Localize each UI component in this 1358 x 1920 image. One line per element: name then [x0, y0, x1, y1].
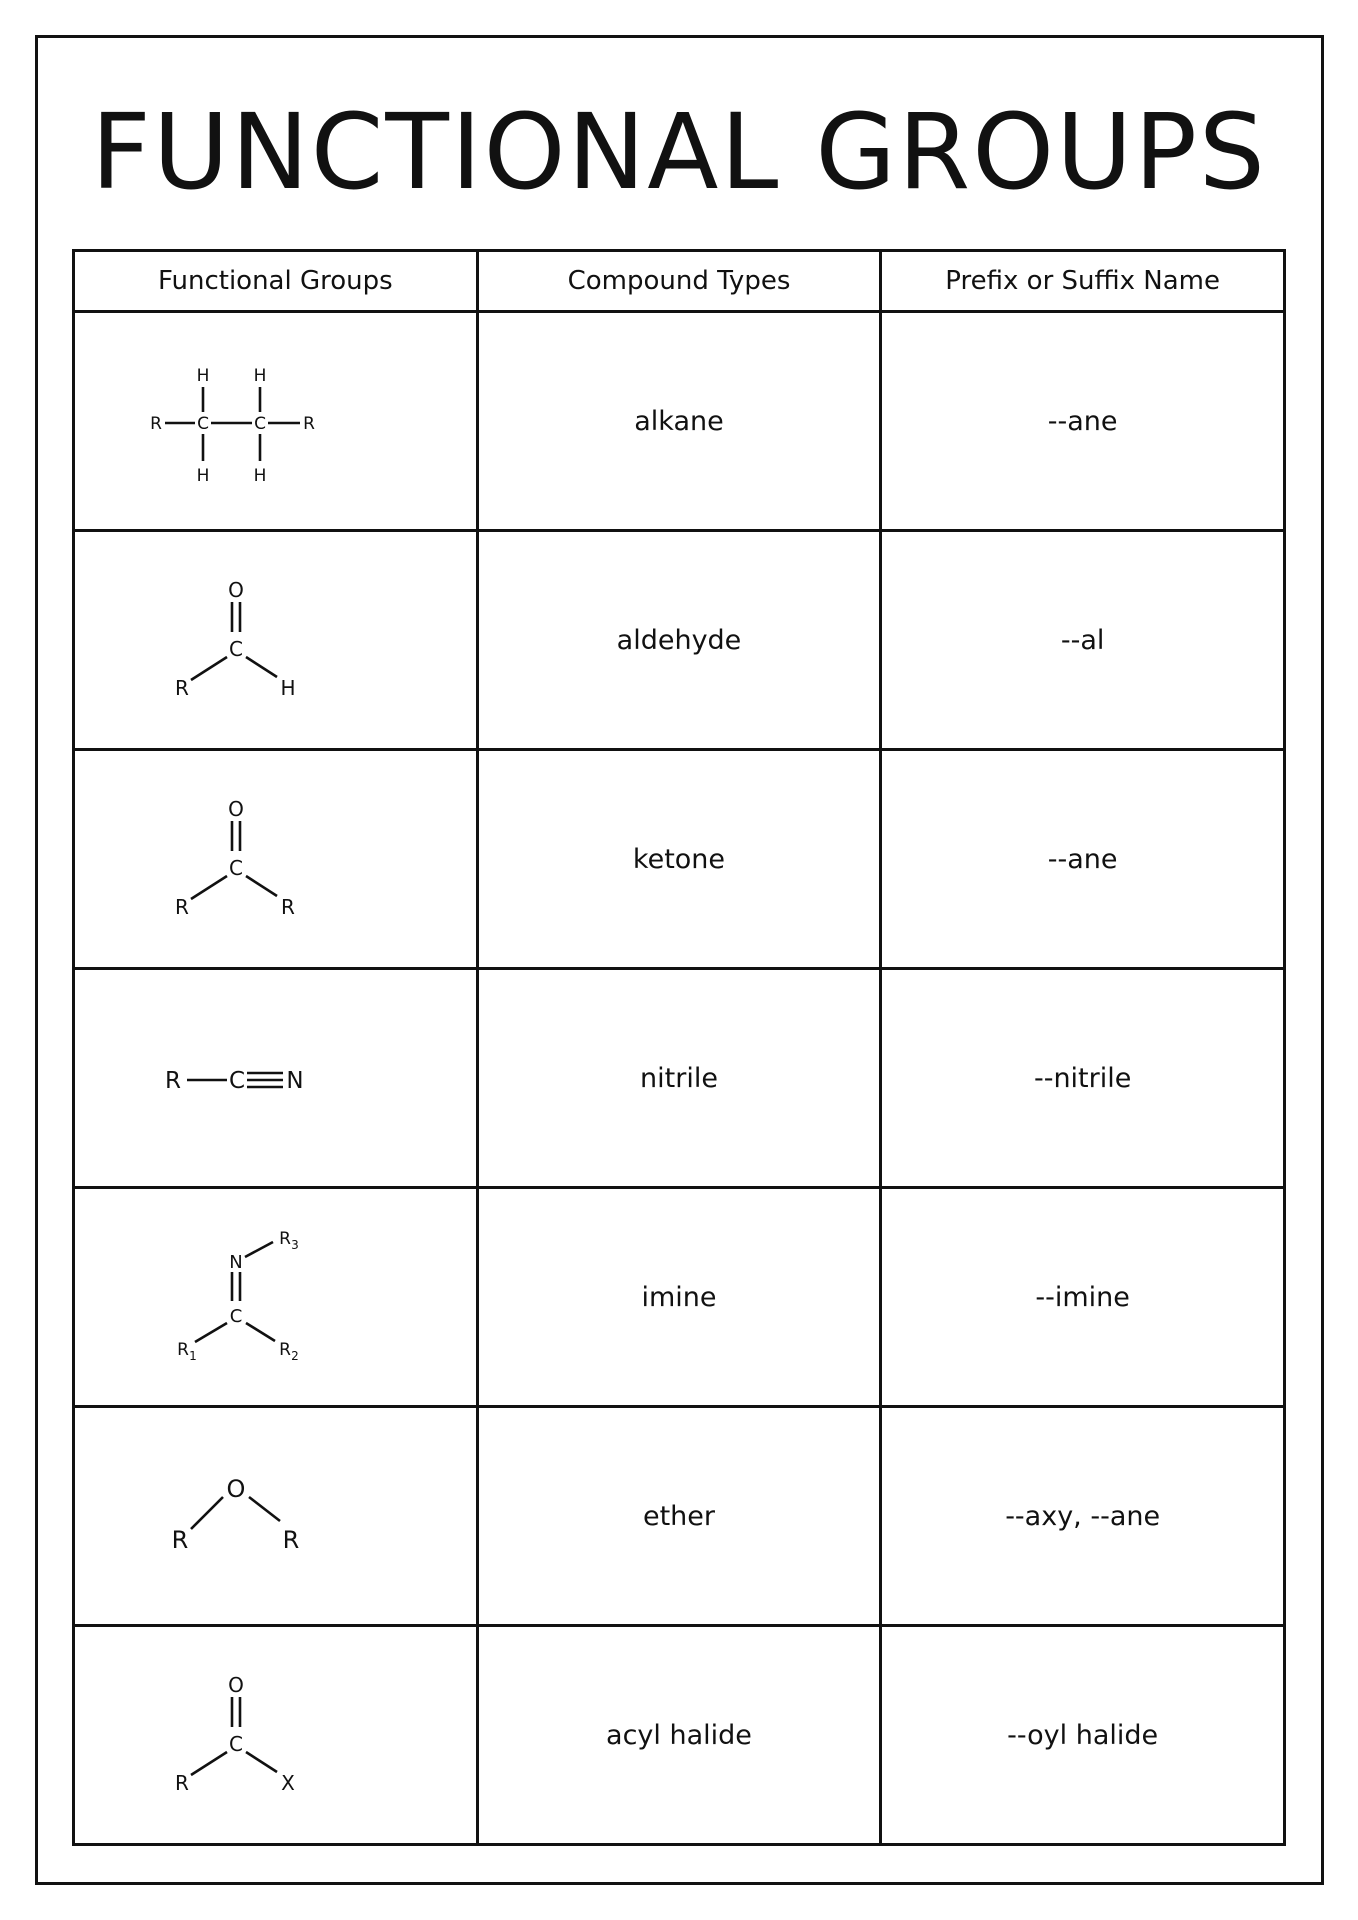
table-row [74, 969, 1285, 1188]
table-row [74, 312, 1285, 531]
structure-cell [74, 969, 478, 1188]
compound-type-cell: alkane [477, 312, 881, 531]
structure-cell [74, 1188, 478, 1407]
svg-text:R: R [175, 895, 190, 919]
table-row [74, 531, 1285, 750]
aldehyde-structure-icon [125, 535, 425, 745]
svg-text:C: C [229, 637, 244, 661]
svg-text:R: R [175, 1771, 190, 1795]
svg-text:O: O [228, 578, 245, 602]
svg-text:O: O [228, 1673, 245, 1697]
table-row [74, 750, 1285, 969]
compound-type-cell: imine [477, 1188, 881, 1407]
svg-text:H: H [196, 466, 210, 486]
svg-text:R: R [279, 1340, 292, 1360]
header-prefix-suffix-name: Prefix or Suffix Name [881, 251, 1285, 312]
svg-text:C: C [254, 414, 267, 434]
svg-text:C: C [197, 414, 210, 434]
structure-cell [74, 1626, 478, 1845]
svg-text:R: R [165, 1068, 182, 1094]
svg-text:C: C [229, 1732, 244, 1756]
svg-text:O: O [226, 1475, 246, 1503]
compound-type-cell: acyl halide [477, 1626, 881, 1845]
table-row [74, 1626, 1285, 1845]
svg-text:R: R [177, 1340, 190, 1360]
ketone-structure-icon [125, 754, 425, 964]
svg-text:R: R [282, 1526, 300, 1554]
structure-cell [74, 312, 478, 531]
header-functional-groups: Functional Groups [74, 251, 478, 312]
name-cell: --axy, --ane [881, 1407, 1285, 1626]
structure-cell [74, 531, 478, 750]
svg-text:H: H [253, 466, 267, 486]
table-row [74, 1188, 1285, 1407]
svg-text:2: 2 [291, 1349, 300, 1363]
name-cell: --al [881, 531, 1285, 750]
svg-text:R: R [279, 1229, 292, 1249]
compound-type-cell: aldehyde [477, 531, 881, 750]
svg-text:H: H [253, 366, 267, 386]
svg-text:C: C [229, 856, 244, 880]
name-cell: --ane [881, 312, 1285, 531]
svg-text:R: R [150, 414, 163, 434]
nitrile-structure-icon [125, 973, 425, 1183]
compound-type-cell: ketone [477, 750, 881, 969]
structure-cell [74, 1407, 478, 1626]
svg-text:N: N [229, 1252, 244, 1273]
svg-text:H: H [280, 676, 296, 700]
structure-cell [74, 750, 478, 969]
page-title: FUNCTIONAL GROUPS [91, 91, 1267, 213]
name-cell: --nitrile [881, 969, 1285, 1188]
svg-text:1: 1 [189, 1349, 198, 1363]
table-row [74, 1407, 1285, 1626]
svg-text:R: R [281, 895, 296, 919]
svg-text:O: O [228, 797, 245, 821]
acyl-halide-structure-icon [125, 1630, 425, 1840]
ether-structure-icon [125, 1411, 425, 1621]
svg-text:3: 3 [291, 1238, 300, 1252]
svg-text:R: R [175, 676, 190, 700]
svg-text:N: N [286, 1068, 304, 1094]
name-cell: --imine [881, 1188, 1285, 1407]
svg-text:R: R [303, 414, 316, 434]
table-header-row [74, 251, 1285, 312]
name-cell: --ane [881, 750, 1285, 969]
compound-type-cell: nitrile [477, 969, 881, 1188]
svg-text:C: C [230, 1306, 243, 1327]
svg-text:C: C [229, 1068, 246, 1094]
imine-structure-icon [125, 1192, 425, 1402]
svg-text:X: X [281, 1771, 296, 1795]
svg-text:R: R [171, 1526, 189, 1554]
header-compound-types: Compound Types [477, 251, 881, 312]
alkane-structure-icon [125, 316, 425, 526]
name-cell: --oyl halide [881, 1626, 1285, 1845]
svg-text:H: H [196, 366, 210, 386]
functional-groups-table [72, 249, 1286, 1846]
compound-type-cell: ether [477, 1407, 881, 1626]
